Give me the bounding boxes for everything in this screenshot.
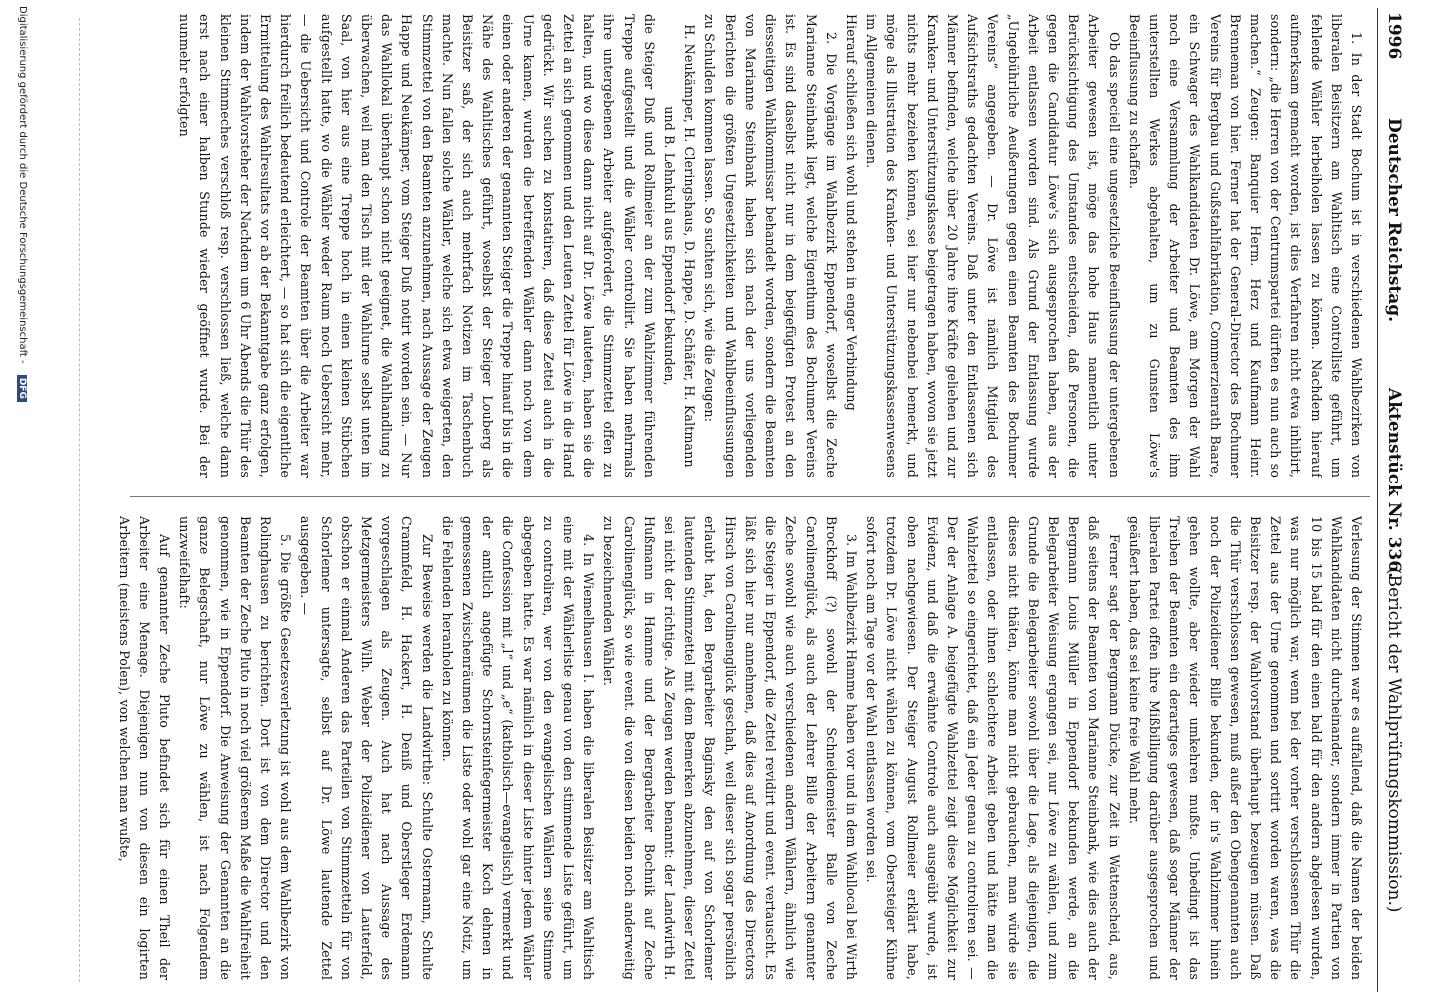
paragraph: 1. In der Stadt Bochum ist in verschiedenen Wahlbezirken von liberalen Beisitzern am Wahltisch eine Controlliste geführt, um fehlende Wähler herbeiholen lassen zu können. Nachdem hierauf aufmerksam gemacht worden, ist dies Verfahren nicht etwa inhibirt, sondern: „die Herren von der Centrumspartei dürften es nun auch so machen.“ Zeugen: Banquier Herm. Herz und Kaufmann Heinr. Brenneman von hier. Ferner hat der General-Director des Bochumer Vereins für Bergbau und Gußstahlfabrikation, Commerzienrath Baare, ein Schwager des Wahlkandidaten Dr. Löwe, am Morgen der Wahl noch eine Versammlung der Arbeiter und Beamten des ihm unterstellten Werkes abgehalten, um zu Gunsten Löwe's Beeinflussung zu schaffen. (1126, 14, 1364, 478)
paragraph: Auf genannter Zeche Pluto befindet sich für einen Theil der Arbeiter eine Menage. Diejenigen nun von diesen ein logirten Arbeitern (meistens Polen), von welchen man wußte, (116, 516, 173, 980)
paragraph: Ob das speciell eine ungesetzliche Beeinflussung der untergebenen Arbeiter gewesen ist, möge das hohe Haus namentlich unter Berücksichtigung des Umstandes entscheiden, daß Personen, die gegen die Candidatur Löwe's sich ausgesprochen haben, aus der Arbeit entlassen worden sind. Als Grund der Entlassung wurde „Ungebührliche Aeußerungen gegen einen Beamten des Bochumer Vereins“ angegeben. — Dr. Löwe ist nämlich Mitglied des Aufsichtsraths gedachten Vereins. Daß unter den Entlassenen sich Männer befinden, welche über 20 Jahre ihre Kräfte geliehen und zur Kranken- und Unterstützungskasse beigetragen haben, wovon sie jetzt nichts mehr beziehen können, sei hier nur nebenbei bemerkt, und möge als Illustration des Kranken- und Unterstützungskassenwesens im Allgemeinen dienen. (864, 14, 1122, 478)
text-column-right (116, 516, 1366, 980)
digitization-credit (17, 6, 28, 402)
paragraph: Zur Beweise werden die Landwirthe: Schulte Ostermann, Schulte Crammfeld, H. Hackert, H. Deniß und Oberstleger Erdemann vorgeschlagen als Zeugen. Auch hat nach Aussage des Metzgermeisters Wilh. Weber der Polizeidiener von Lauterfeld, obschon er einmal Anderen das Parteilen von Stimmzetteln für von Schorlemer untersagte, selbst auf Dr. Löwe lautende Zettel ausgegeben. — (298, 516, 435, 980)
paragraph: die Steiger Duß und Rollmeier an der zum Wahlzimmer führenden Treppe aufgestellt und die Wähler controllirt. Sie haben mehrmals ihre untergebenen Arbeiter aufgefordert, die Stimmzettel offen zu halten, und wo diese dann nicht auf Dr. Löwe lauteten, haben sie die Zettel an sich genommen und den Leuten Zettel für Löwe in die Hand gedrückt. Wir suchen zu konstatiren, daß diese Zettel auch in die Urne kamen, wurden die betreffenden Wähler dann noch von dem einen oder anderen der genannten Steiger die Treppe hinauf bis in die Nähe des Wahltisches geführt, woselbst der Steiger Louberg als Beisitzer saß, der sich auch mehrfach Notizen im Taschenbuch machte. Nun fallen solche Wähler, welche sich etwa weigerten, den Stimmzettel von den Beamten anzunehmen, nach Aussage der Zeugen Happe und Neukämper, vom Steiger Duß notirt worden sein. — Nur das Wahllokal überhaupt schon nicht geeignet, die Wahlhandlung zu überwachen, weil man den Tisch mit der Wahlurne selbst unten im Saal, von hier aus eine Treppe hoch in einen kleinen Stübchen aufgestellt hatte, wo die Wähler weder Raum noch Uebersicht mehr, — die Uebersicht und Controle der Beamten über die Arbeiter war hierdurch freilich bedeutend erleichtert, — so hat sich die eigentliche Ermittelung des Wahlresultats vor ab der Bekanntgabe ganz erfolgen, indem der Wahlvorsteher der Nachdem um 6 Uhr Abends die Thür des kleinen Stimmeches verschloß resp. verschlossen ließ, welche dann erst nach einer halben Stunde wieder geöffnet wurde. Bei der nunmehr erfolgten (177, 14, 657, 478)
witness-list: H. Neukämper, H. Cleringshaus, D. Happe, D. Schäfer, H. Kaltmann und B. Lehnkuhl aus Eppendorf bekunden, (662, 24, 698, 468)
publication-title: Deutscher Reichstag. (1384, 118, 1404, 323)
scan-edge-line (79, 18, 80, 982)
page-number: 1996 (1384, 12, 1404, 60)
column-divider (130, 496, 1370, 497)
paragraph: 3. Im Wahlbezirk Hamme haben vor und in dem Wahllocal bei Wirth Brockhoff (?) sowohl der Schneidemeister Balle von Zeche Carolinenglück, als auch der Lehrer Bille der Arbeitern genannter Zeche sowohl wie auch verschiedenen andern Wählern, ähnlich wie die Steiger in Eppendorf, die Zettel revidirt und event. vertauscht. Es läßt sich hier nur annehmen, daß dies auf Anordnung des Directors Hirsch von Carolinenglück geschah, weil dieser sich sogar persönlich erlaubt hat, den Bergarbeiter Baginsky den auf von Schorlemer lautenden Stimmzettel mit dem Bemerken abzunehmen, dieser Zettel sei nicht der richtige. Als Zeugen werden benannt: der Landwirth H. Hußmann in Hamme und der Bergarbeiter Bochnik auf Zeche Carolinenglück, so wie event. die von diesen beiden noch anderweitig zu bezeichnenden Wähler. (601, 516, 859, 980)
paragraph: Hierauf schließen sich wohl und stehen in enger Verbindung (843, 14, 859, 411)
running-header (1377, 8, 1408, 992)
paragraph: Verlesung der Stimmen war es auffallend, daß die Namen der beiden Wahlkandidaten nicht durcheinander, sondern immer in Partien von 10 bis 15 bald für den einen bald für den andern abgelesen wurden, was nur möglich war, wenn bei der vorher verschlossenen Thür die Zettel aus der Urne genommen und sortirt worden waren, was die Beisitzer resp. der Wahlvorstand überhaupt bezeugen müssen. Daß die Thür verschlossen gewesen, muß außer den Obengenannten auch noch der Polizeidiener Bille bekunden, der in's Wahlzimmer hinein gehen wollte, aber wieder umkehren mußte. Unbedingt ist das Treiben der Beamten ein derartiges gewesen, daß sogar Männer der liberalen Partei offen ihre Mißbilligung darüber ausgesprochen und geäußert haben, das sei keine freie Wahl mehr. (1126, 516, 1364, 980)
paragraph: 5. Die größte Gesetzesverletzung ist wohl aus dem Wahlbezirk von Rolinghausen zu berichten. Dort ist von dem Director und den Beamten der Zeche Pluto in noch viel größerem Maße die Wahlfreiheit genommen, wie in Eppendorf. Die Anweisung der Genannten an die ganze Belegschaft, nur Löwe zu wählen, ist nach Folgendem unzweifelhaft: (177, 516, 294, 980)
document-number: Aktenstück Nr. 336. (1384, 388, 1404, 579)
text-column-left (116, 14, 1366, 478)
paragraph: Ferner sagt der Bergmann Dücke, zur Zeit in Wattenscheid, aus, daß seitens der Beamten von Marianne Steinbank, wie dies auch der Bergmann Louis Müller in Eppendorf bekunden werde, an die Belegarbeiter Weisung ergangen sei, nur Löwe zu wählen, und zum Grunde die Belegarbeiter sowohl über die Lage, als diejenigen, die dieses nicht thäten, könne man nicht gebrauchen, man würde sie entlassen, oder ihnen schlechtere Arbeit geben und hätte man die Wahlzettel so eingerichtet, daß ein Jeder genau zu controliren sei. — Der der Anlage A. beigefügte Wahlzettel zeigt diese Möglichkeit zur Evidenz, und daß die erwähnte Controle auch ausgeübt wurde, ist oben nachgewiesen. Der Steiger August Rollmeier erklärt habe, trotzdem Dr. Löwe nicht wählen zu können, vom Obersteiger Kühne sofort noch am Tage vor der Wahl entlassen worden sei. (864, 516, 1122, 980)
paragraph: 2. Die Vorgänge im Wahlbezirk Eppendorf, woselbst die Zeche Marianne Steinbank liegt, welche Eigenthum des Bochumer Vereins ist. Es sind daselbst nicht nur in dem beigefügten Protest an den diesseitigen Wahlkommissar behandelt worden, sondern die Beamten von Marianne Steinbank haben sich nach der uns vorliegenden Berichten die größten Ungesetzlichkeiten und Wahlbeeinflussungen zu Schulden kommen lassen. So suchten sich, wie die Zeugen: (702, 14, 839, 478)
report-title: (Bericht der Wahlprüfungskommission.) (1384, 568, 1404, 913)
paragraph: 4. In Wiemelhausen I. haben die liberalen Beisitzer am Wahltisch eine mit der Wählerliste genau von den stimmende Liste geführt, um zu controliren, wer von den evangelischen Wählern seine Stimme abgegeben hatte. Es war nämlich in dieser Liste hinter jedem Wähler die Confession mit „l“ und „e“ (katholisch—evangelisch) vermerkt und der amtlich angefügte Schornsteinfegermeister Koch dehnen in gemessenen Zwischenräumen die Liste oder wohl gar eine Notiz, um die Fehlenden heranholen zu können. (439, 516, 597, 980)
digitization-note: Digitalisierung gefördert durch die Deutsche Forschungsgemeinschaft - (17, 6, 28, 364)
dfg-logo: DFG (17, 375, 27, 402)
